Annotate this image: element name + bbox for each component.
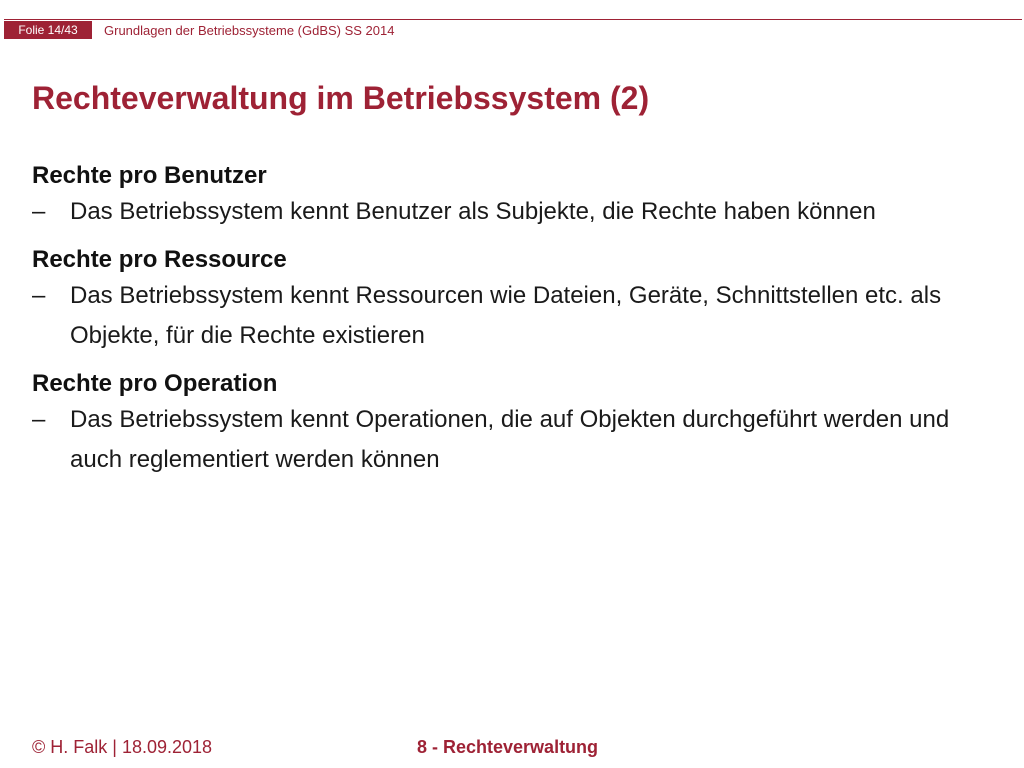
- slide-number-badge: Folie 14/43: [4, 21, 92, 39]
- course-title: Grundlagen der Betriebssysteme (GdBS) SS 2014: [104, 23, 395, 38]
- bullet-item: [32, 400, 992, 480]
- slide-title: Rechteverwaltung im Betriebssystem (2): [32, 80, 650, 116]
- header-divider: [4, 19, 1022, 20]
- bullet-item: [32, 276, 992, 356]
- section-heading: Rechte pro Ressource: [32, 246, 287, 273]
- bullet-item: [32, 192, 992, 232]
- footer-author-date: © H. Falk | 18.09.2018: [32, 737, 213, 757]
- bullet-text: Das Betriebssystem kennt Benutzer als Subjekte, die Rechte haben können: [70, 198, 876, 225]
- section-user-rights: [32, 157, 992, 232]
- bullet-dash: –: [32, 406, 46, 433]
- footer-chapter: 8 - Rechteverwaltung: [417, 737, 599, 757]
- section-resource-rights: [32, 241, 992, 356]
- bullet-dash: –: [32, 282, 46, 309]
- bullet-dash: –: [32, 198, 46, 225]
- section-heading: Rechte pro Operation: [32, 370, 278, 397]
- section-heading: Rechte pro Benutzer: [32, 162, 267, 189]
- bullet-text: Das Betriebssystem kennt Ressourcen wie Dateien, Geräte, Schnittstellen etc. als Objekte, für die Rechte existieren: [70, 282, 942, 349]
- slide-content: [32, 157, 992, 489]
- section-operation-rights: [32, 365, 992, 480]
- bullet-text: Das Betriebssystem kennt Operationen, die auf Objekten durchgeführt werden und auch reglementiert werden können: [70, 406, 950, 473]
